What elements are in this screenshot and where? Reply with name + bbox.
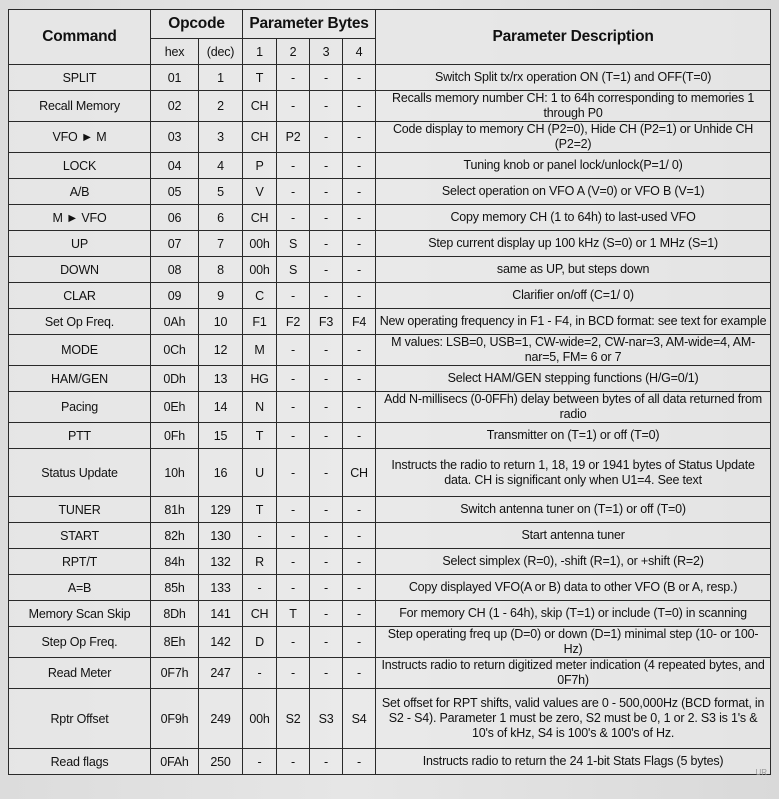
param-byte-2: P2	[277, 122, 310, 153]
parameter-description: Switch Split tx/rx operation ON (T=1) and OFF(T=0)	[376, 65, 771, 91]
opcode-dec: 10	[199, 309, 243, 335]
parameter-description: Switch antenna tuner on (T=1) or off (T=0)	[376, 497, 771, 523]
param-byte-3: -	[310, 658, 343, 689]
param-byte-4: -	[343, 366, 376, 392]
param-byte-2: -	[277, 658, 310, 689]
param-byte-3: S3	[310, 689, 343, 749]
param-byte-1: -	[243, 658, 277, 689]
param-byte-3: -	[310, 423, 343, 449]
opcode-dec: 12	[199, 335, 243, 366]
param-byte-3: -	[310, 65, 343, 91]
header-byte-4: 4	[343, 39, 376, 65]
parameter-description: Copy memory CH (1 to 64h) to last-used VFO	[376, 205, 771, 231]
header-opcode: Opcode	[151, 10, 243, 39]
parameter-description: M values: LSB=0, USB=1, CW-wide=2, CW-nar=3, AM-wide=4, AM-nar=5, FM= 6 or 7	[376, 335, 771, 366]
param-byte-4: -	[343, 658, 376, 689]
param-byte-3: -	[310, 523, 343, 549]
table-row	[9, 392, 771, 423]
opcode-dec: 1	[199, 65, 243, 91]
parameter-description: Select HAM/GEN stepping functions (H/G=0/1)	[376, 366, 771, 392]
table-row	[9, 153, 771, 179]
parameter-description: Instructs the radio to return 1, 18, 19 or 1941 bytes of Status Update data. CH is significant only when U1=4. See text	[376, 449, 771, 497]
header-byte-2: 2	[277, 39, 310, 65]
command-name: LOCK	[9, 153, 151, 179]
table-row	[9, 91, 771, 122]
param-byte-1: -	[243, 575, 277, 601]
command-name: PTT	[9, 423, 151, 449]
command-name: START	[9, 523, 151, 549]
param-byte-2: -	[277, 153, 310, 179]
param-byte-2: -	[277, 65, 310, 91]
param-byte-4: -	[343, 497, 376, 523]
table-row	[9, 283, 771, 309]
opcode-dec: 14	[199, 392, 243, 423]
param-byte-3: -	[310, 575, 343, 601]
opcode-dec: 3	[199, 122, 243, 153]
opcode-dec: 15	[199, 423, 243, 449]
table-row	[9, 449, 771, 497]
opcode-dec: 132	[199, 549, 243, 575]
param-byte-2: -	[277, 749, 310, 775]
opcode-hex: 01	[151, 65, 199, 91]
command-name: Status Update	[9, 449, 151, 497]
opcode-hex: 0Ah	[151, 309, 199, 335]
param-byte-4: -	[343, 575, 376, 601]
param-byte-1: CH	[243, 122, 277, 153]
param-byte-4: -	[343, 205, 376, 231]
param-byte-4: -	[343, 283, 376, 309]
param-byte-1: C	[243, 283, 277, 309]
param-byte-1: T	[243, 497, 277, 523]
table-row	[9, 309, 771, 335]
param-byte-1: D	[243, 627, 277, 658]
command-name: Step Op Freq.	[9, 627, 151, 658]
table-row	[9, 335, 771, 366]
opcode-dec: 142	[199, 627, 243, 658]
parameter-description: Step current display up 100 kHz (S=0) or 1 MHz (S=1)	[376, 231, 771, 257]
table-row	[9, 231, 771, 257]
opcode-hex: 05	[151, 179, 199, 205]
param-byte-2: S	[277, 257, 310, 283]
param-byte-2: S2	[277, 689, 310, 749]
param-byte-3: -	[310, 497, 343, 523]
param-byte-2: -	[277, 392, 310, 423]
table-row	[9, 523, 771, 549]
table-row	[9, 257, 771, 283]
command-name: M ► VFO	[9, 205, 151, 231]
opcode-hex: 02	[151, 91, 199, 122]
table-row	[9, 627, 771, 658]
header-hex: hex	[151, 39, 199, 65]
header-command: Command	[9, 10, 151, 65]
param-byte-4: -	[343, 549, 376, 575]
opcode-hex: 81h	[151, 497, 199, 523]
table-row	[9, 497, 771, 523]
param-byte-2: T	[277, 601, 310, 627]
opcode-dec: 250	[199, 749, 243, 775]
param-byte-2: -	[277, 335, 310, 366]
command-name: Read flags	[9, 749, 151, 775]
param-byte-1: CH	[243, 205, 277, 231]
param-byte-1: F1	[243, 309, 277, 335]
opcode-dec: 129	[199, 497, 243, 523]
param-byte-2: -	[277, 497, 310, 523]
param-byte-1: 00h	[243, 257, 277, 283]
parameter-description: Code display to memory CH (P2=0), Hide CH (P2=1) or Unhide CH (P2=2)	[376, 122, 771, 153]
command-table	[8, 9, 771, 775]
param-byte-4: CH	[343, 449, 376, 497]
param-byte-1: -	[243, 749, 277, 775]
table-row	[9, 575, 771, 601]
param-byte-4: -	[343, 122, 376, 153]
param-byte-1: CH	[243, 91, 277, 122]
param-byte-2: -	[277, 366, 310, 392]
param-byte-1: M	[243, 335, 277, 366]
table-row	[9, 179, 771, 205]
param-byte-4: -	[343, 179, 376, 205]
command-name: RPT/T	[9, 549, 151, 575]
parameter-description: Step operating freq up (D=0) or down (D=1) minimal step (10- or 100- Hz)	[376, 627, 771, 658]
command-name: CLAR	[9, 283, 151, 309]
opcode-dec: 6	[199, 205, 243, 231]
parameter-description: Start antenna tuner	[376, 523, 771, 549]
param-byte-2: -	[277, 549, 310, 575]
opcode-dec: 133	[199, 575, 243, 601]
opcode-hex: 08	[151, 257, 199, 283]
param-byte-4: -	[343, 65, 376, 91]
table-row	[9, 205, 771, 231]
param-byte-3: -	[310, 153, 343, 179]
parameter-description: For memory CH (1 - 64h), skip (T=1) or include (T=0) in scanning	[376, 601, 771, 627]
param-byte-2: S	[277, 231, 310, 257]
command-name: A/B	[9, 179, 151, 205]
opcode-hex: 0FAh	[151, 749, 199, 775]
command-name: Read Meter	[9, 658, 151, 689]
param-byte-4: -	[343, 749, 376, 775]
param-byte-1: U	[243, 449, 277, 497]
opcode-dec: 9	[199, 283, 243, 309]
opcode-dec: 7	[199, 231, 243, 257]
param-byte-4: -	[343, 257, 376, 283]
opcode-dec: 141	[199, 601, 243, 627]
command-name: A=B	[9, 575, 151, 601]
param-byte-4: -	[343, 335, 376, 366]
opcode-dec: 13	[199, 366, 243, 392]
param-byte-2: -	[277, 423, 310, 449]
param-byte-2: -	[277, 575, 310, 601]
opcode-hex: 0Dh	[151, 366, 199, 392]
param-byte-2: -	[277, 449, 310, 497]
param-byte-3: -	[310, 179, 343, 205]
table-row	[9, 366, 771, 392]
param-byte-3: -	[310, 366, 343, 392]
opcode-hex: 0F7h	[151, 658, 199, 689]
command-name: Pacing	[9, 392, 151, 423]
parameter-description: New operating frequency in F1 - F4, in BCD format: see text for example	[376, 309, 771, 335]
opcode-dec: 130	[199, 523, 243, 549]
opcode-hex: 09	[151, 283, 199, 309]
command-name: Memory Scan Skip	[9, 601, 151, 627]
opcode-hex: 03	[151, 122, 199, 153]
param-byte-3: -	[310, 627, 343, 658]
header-byte-3: 3	[310, 39, 343, 65]
param-byte-3: -	[310, 335, 343, 366]
parameter-description: Instructs radio to return the 24 1-bit Stats Flags (5 bytes)	[376, 749, 771, 775]
opcode-hex: 0Fh	[151, 423, 199, 449]
param-byte-3: -	[310, 205, 343, 231]
header-parameter-bytes: Parameter Bytes	[243, 10, 376, 39]
param-byte-2: F2	[277, 309, 310, 335]
table-row	[9, 749, 771, 775]
header-dec: (dec)	[199, 39, 243, 65]
param-byte-3: -	[310, 549, 343, 575]
table-row	[9, 601, 771, 627]
param-byte-2: -	[277, 523, 310, 549]
param-byte-3: -	[310, 231, 343, 257]
param-byte-4: -	[343, 601, 376, 627]
param-byte-1: T	[243, 423, 277, 449]
opcode-hex: 8Eh	[151, 627, 199, 658]
param-byte-2: -	[277, 205, 310, 231]
parameter-description: Select simplex (R=0), -shift (R=1), or +shift (R=2)	[376, 549, 771, 575]
opcode-dec: 2	[199, 91, 243, 122]
command-name: Recall Memory	[9, 91, 151, 122]
command-name: SPLIT	[9, 65, 151, 91]
parameter-description: Clarifier on/off (C=1/ 0)	[376, 283, 771, 309]
param-byte-4: -	[343, 423, 376, 449]
param-byte-1: 00h	[243, 689, 277, 749]
opcode-dec: 247	[199, 658, 243, 689]
param-byte-1: HG	[243, 366, 277, 392]
command-name: TUNER	[9, 497, 151, 523]
param-byte-1: CH	[243, 601, 277, 627]
param-byte-4: -	[343, 153, 376, 179]
param-byte-2: -	[277, 627, 310, 658]
opcode-dec: 4	[199, 153, 243, 179]
parameter-description: Add N-millisecs (0-0FFh) delay between bytes of all data returned from radio	[376, 392, 771, 423]
opcode-dec: 249	[199, 689, 243, 749]
opcode-dec: 16	[199, 449, 243, 497]
opcode-hex: 06	[151, 205, 199, 231]
param-byte-3: -	[310, 122, 343, 153]
param-byte-1: N	[243, 392, 277, 423]
parameter-description: Transmitter on (T=1) or off (T=0)	[376, 423, 771, 449]
param-byte-1: T	[243, 65, 277, 91]
param-byte-1: V	[243, 179, 277, 205]
opcode-hex: 07	[151, 231, 199, 257]
command-name: VFO ► M	[9, 122, 151, 153]
opcode-hex: 0Ch	[151, 335, 199, 366]
param-byte-3: -	[310, 392, 343, 423]
param-byte-3: -	[310, 449, 343, 497]
command-name: HAM/GEN	[9, 366, 151, 392]
table-row	[9, 658, 771, 689]
param-byte-3: -	[310, 601, 343, 627]
param-byte-4: -	[343, 627, 376, 658]
param-byte-1: -	[243, 523, 277, 549]
opcode-hex: 84h	[151, 549, 199, 575]
opcode-hex: 0Eh	[151, 392, 199, 423]
command-rows	[9, 65, 771, 775]
command-name: MODE	[9, 335, 151, 366]
command-name: Set Op Freq.	[9, 309, 151, 335]
parameter-description: Recalls memory number CH: 1 to 64h corresponding to memories 1 through P0	[376, 91, 771, 122]
param-byte-3: -	[310, 283, 343, 309]
table-row	[9, 423, 771, 449]
param-byte-2: -	[277, 91, 310, 122]
opcode-hex: 10h	[151, 449, 199, 497]
parameter-description: Instructs radio to return digitized meter indication (4 repeated bytes, and 0F7h)	[376, 658, 771, 689]
opcode-dec: 5	[199, 179, 243, 205]
command-name: DOWN	[9, 257, 151, 283]
parameter-description: Copy displayed VFO(A or B) data to other VFO (B or A, resp.)	[376, 575, 771, 601]
param-byte-1: 00h	[243, 231, 277, 257]
param-byte-4: -	[343, 523, 376, 549]
opcode-dec: 8	[199, 257, 243, 283]
parameter-description: Tuning knob or panel lock/unlock(P=1/ 0)	[376, 153, 771, 179]
parameter-description: Set offset for RPT shifts, valid values are 0 - 500,000Hz (BCD format, in S2 - S4). Parameter 1 must be zero, S2 must be 0, 1 or 2. S3 is 1's & 10's of kHz, S4 is 100's & 100's of Hz.	[376, 689, 771, 749]
table-row	[9, 65, 771, 91]
param-byte-3: -	[310, 257, 343, 283]
opcode-hex: 04	[151, 153, 199, 179]
param-byte-4: S4	[343, 689, 376, 749]
table-row	[9, 549, 771, 575]
header-parameter-description: Parameter Description	[376, 10, 771, 65]
param-byte-3: F3	[310, 309, 343, 335]
param-byte-4: -	[343, 392, 376, 423]
param-byte-4: -	[343, 231, 376, 257]
param-byte-2: -	[277, 179, 310, 205]
header-byte-1: 1	[243, 39, 277, 65]
param-byte-2: -	[277, 283, 310, 309]
parameter-description: Select operation on VFO A (V=0) or VFO B (V=1)	[376, 179, 771, 205]
param-byte-1: R	[243, 549, 277, 575]
opcode-hex: 8Dh	[151, 601, 199, 627]
param-byte-3: -	[310, 91, 343, 122]
param-byte-4: F4	[343, 309, 376, 335]
param-byte-3: -	[310, 749, 343, 775]
opcode-hex: 82h	[151, 523, 199, 549]
watermark: UR	[755, 768, 767, 777]
table-row	[9, 122, 771, 153]
command-name: UP	[9, 231, 151, 257]
opcode-hex: 85h	[151, 575, 199, 601]
param-byte-4: -	[343, 91, 376, 122]
command-name: Rptr Offset	[9, 689, 151, 749]
table-row	[9, 689, 771, 749]
parameter-description: same as UP, but steps down	[376, 257, 771, 283]
param-byte-1: P	[243, 153, 277, 179]
opcode-hex: 0F9h	[151, 689, 199, 749]
